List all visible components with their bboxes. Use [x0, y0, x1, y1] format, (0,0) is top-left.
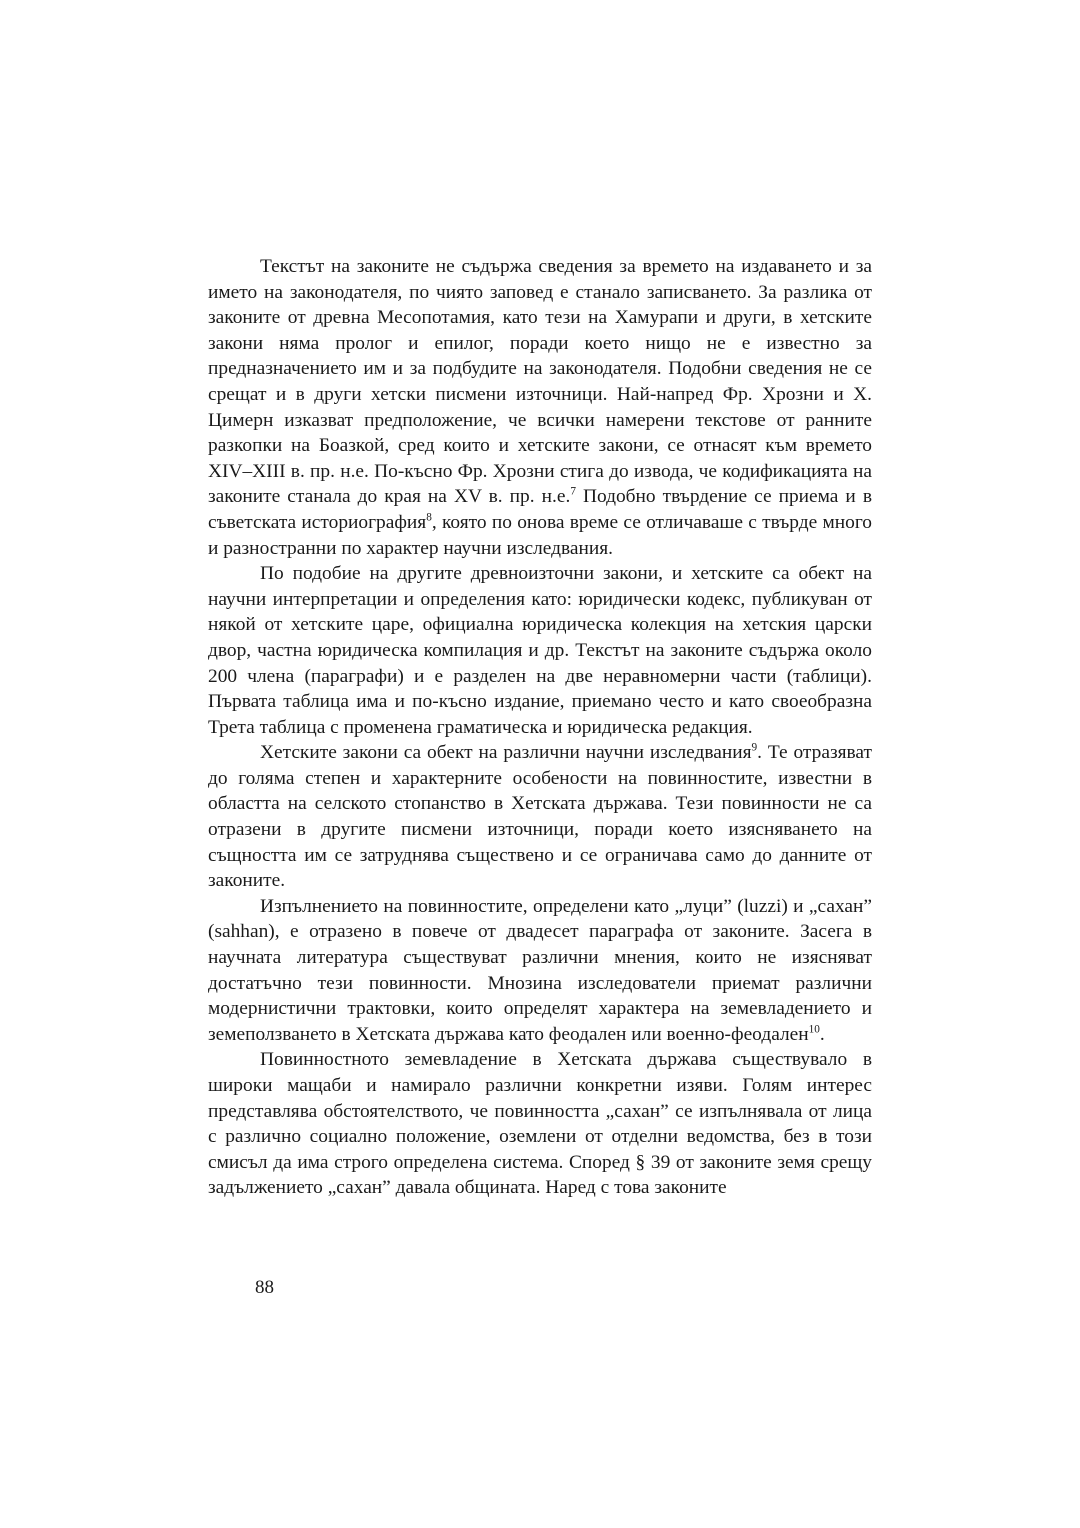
- paragraph-3: [208, 740, 872, 894]
- paragraph-4-text-a: Изпълнението на повинностите, определени като „луци” (luzzi) и „сахан” (sahhan), е отразено в повече от двадесет параграфа от законите. Засега в научната литература съществуват различни мнения, които не изясняват достатъчно тези повинности. Мнозина изследователи приемат различни модернистични трактовки, които определят характера на земевладението и земеползването в Хетската държава като феодален или военно-феодален: [208, 895, 872, 1045]
- paragraph-1-text-a: Текстът на законите не съдържа сведения за времето на издаването и за името на законодателя, по чиято заповед е станало записването. За разлика от законите от древна Месопотамия, като тези на Хамурапи и други, в хетските закони няма пролог и епилог, поради което нищо не е известно за предназначението им и за подбудите на законодателя. Подобни сведения не се срещат и в други хетски писмени източници. Най-напред Фр. Хрозни и Х. Цимерн изказват предположение, че всички намерени текстове от ранните разкопки на Боазкой, сред които и хетските закони, се отнасят към времето XIV–XIII в. пр. н.е. По-късно Фр. Хрозни стига до извода, че кодификацията на законите станала до края на XV в. пр. н.е.: [208, 256, 872, 508]
- paragraph-3-text-b: . Те отразяват до голяма степен и характерните особености на повинностите, известни в областта на селското стопанство в Хетската държава. Тези повинности не са отразени в другите писмени източници, поради което изясняването на същността им се затруднява съществено и се ограничава само до данните от законите.: [208, 742, 873, 892]
- footnote-marker-9[interactable]: 9: [751, 741, 758, 754]
- paragraph-1-text-c: , която по онова време се отличаваше с твърде много и разностранни по характер научни изследвания.: [208, 511, 872, 559]
- paragraph-4: [208, 894, 872, 1048]
- page-number: 88: [255, 1277, 274, 1298]
- footnote-marker-7[interactable]: 7: [570, 485, 576, 498]
- paragraph-2-text: По подобие на другите древноизточни закони, и хетските са обект на научни интерпретации и определения като: юридически кодекс, публикуван от някой от хетските царе, официална юридическа колекция на хетския царски двор, частна юридическа компилация и др. Текстът на законите съдържа около 200 члена (параграфи) и е разделен на две неравномерни части (таблици). Първата таблица има и по-късно издание, приемано често и като своеобразна Трета таблица с променена граматическа и юридическа редакция.: [208, 563, 872, 738]
- paragraph-3-text-a: Хетските закони са обект на различни научни изследвания: [260, 742, 752, 764]
- footnote-marker-8[interactable]: 8: [426, 511, 432, 524]
- paragraph-1: [208, 254, 872, 561]
- paragraph-2: [208, 561, 872, 740]
- paragraph-5-text: Повинностното земевладение в Хетската държава съществувало в широки мащаби и намирало различни конкретни изяви. Голям интерес представлява обстоятелството, че повинността „сахан” се изпълнявала от лица с различно социално положение, оземлени от отделни ведомства, без в този смисъл да има строго определена система. Според § 39 от законите земя срещу задължението „сахан” давала общината. Наред с това законите: [208, 1049, 872, 1199]
- paragraph-4-text-b: .: [819, 1023, 825, 1045]
- paragraph-1-text-b: Подобно твърдение се приема и в съветската историография: [208, 486, 873, 533]
- footnote-marker-10[interactable]: 10: [808, 1023, 820, 1036]
- main-text: [208, 254, 872, 1201]
- paragraph-5: [208, 1047, 872, 1201]
